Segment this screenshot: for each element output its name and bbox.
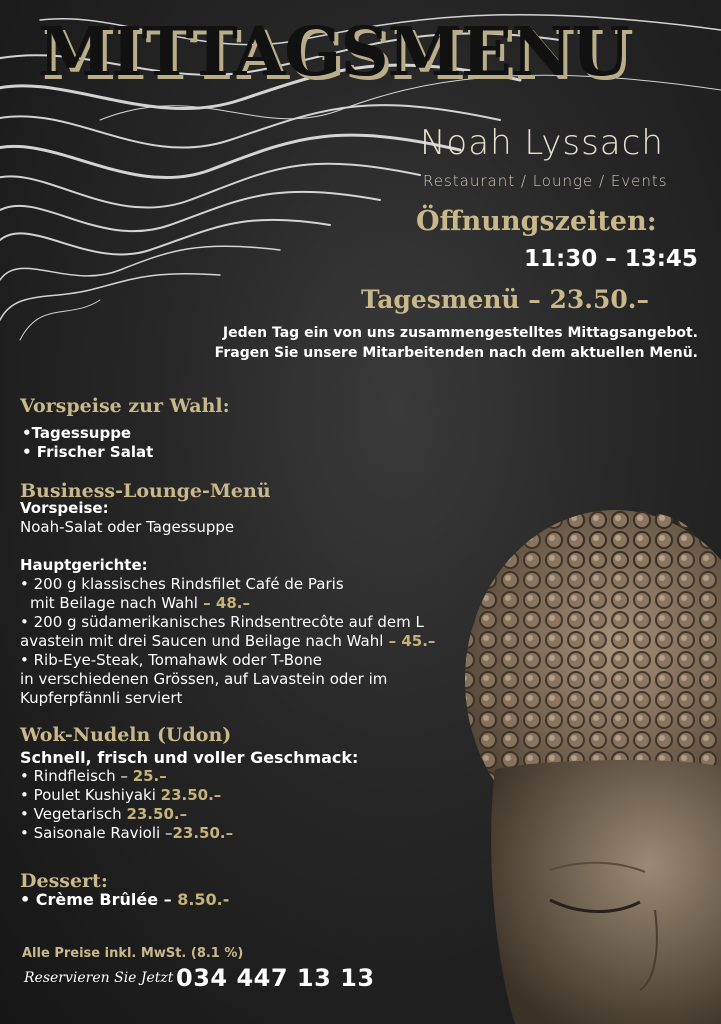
starter-choice-list (22, 424, 153, 462)
list-item: • Frischer Salat (22, 443, 154, 461)
wok-item (20, 805, 358, 824)
wok-item (20, 824, 358, 843)
mains-label: Hauptgerichte: (20, 556, 148, 574)
main-dish-2-price: – 45.– (383, 632, 436, 650)
wok-item (20, 767, 358, 786)
reserve-label: Reservieren Sie Jetzt (24, 970, 174, 986)
page-title: MITTAGSMENU (38, 12, 629, 91)
main-dish-2: • 200 g südamerikanisches Rindsentrecôte auf dem L (20, 613, 424, 631)
opening-hours-time: 11:30 – 13:45 (524, 246, 698, 272)
wok-noodles-body (20, 748, 358, 843)
wok-item-name: • Poulet Kushiyaki (20, 786, 161, 804)
wok-noodles-heading: Wok-Nudeln (Udon) (20, 724, 232, 746)
buddha-head-graphic (455, 510, 721, 1024)
main-dish-1-line2 (20, 594, 435, 613)
daily-menu-line: Jeden Tag ein von uns zusammengestelltes Mittagsangebot. (222, 325, 698, 341)
wok-item-price: 23.50.– (126, 805, 188, 823)
wok-item-name: • Rindfleisch – (20, 767, 133, 785)
brand-name: Noah Lyssach (420, 123, 664, 163)
brand-tagline: Restaurant / Lounge / Events (423, 172, 668, 190)
daily-menu-description (150, 323, 698, 363)
main-dish-2-text: avastein mit drei Saucen und Beilage nach Wahl (20, 632, 384, 650)
main-dish-3: • Rib-Eye-Steak, Tomahawk oder T-Bone (20, 651, 322, 669)
main-dish-2-line2 (20, 632, 435, 651)
dessert-item (20, 890, 229, 909)
dessert-item-name: • Crème Brûlée – (20, 890, 178, 909)
starter-text: Noah-Salat oder Tagessuppe (20, 518, 235, 536)
daily-menu-heading: Tagesmenü – 23.50.– (361, 285, 649, 314)
wok-item-price: 23.50.– (172, 824, 234, 842)
list-item: •Tagessuppe (22, 424, 132, 442)
main-dish-3-line2: in verschiedenen Grössen, auf Lavastein oder im (20, 670, 388, 688)
opening-hours-heading: Öffnungszeiten: (416, 206, 657, 237)
main-dish-1-text: mit Beilage nach Wahl (30, 594, 198, 612)
wok-item-price: 23.50.– (160, 786, 222, 804)
wok-item-price: 25.– (132, 767, 167, 785)
dessert-item-price: 8.50.- (177, 890, 230, 909)
dessert-heading: Dessert: (20, 870, 108, 892)
vat-note: Alle Preise inkl. MwSt. (8.1 %) (22, 946, 244, 961)
main-dish-1-price: – 48.– (197, 594, 250, 612)
business-menu-body (20, 499, 435, 708)
phone-number[interactable]: 034 447 13 13 (176, 964, 375, 992)
wok-item (20, 786, 358, 805)
wok-item-name: • Vegetarisch (20, 805, 127, 823)
wok-subheading: Schnell, frisch und voller Geschmack: (20, 748, 359, 767)
starter-label: Vorspeise: (20, 499, 109, 517)
daily-menu-line: Fragen Sie unsere Mitarbeitenden nach dem aktuellen Menü. (214, 345, 698, 361)
main-dish-1: • 200 g klassisches Rindsfilet Café de Paris (20, 575, 344, 593)
starter-choice-heading: Vorspeise zur Wahl: (20, 395, 230, 417)
business-menu-heading: Business-Lounge-Menü (20, 480, 271, 502)
main-dish-3-line3: Kupferpfännli serviert (20, 689, 183, 707)
wok-item-name: • Saisonale Ravioli – (20, 824, 173, 842)
